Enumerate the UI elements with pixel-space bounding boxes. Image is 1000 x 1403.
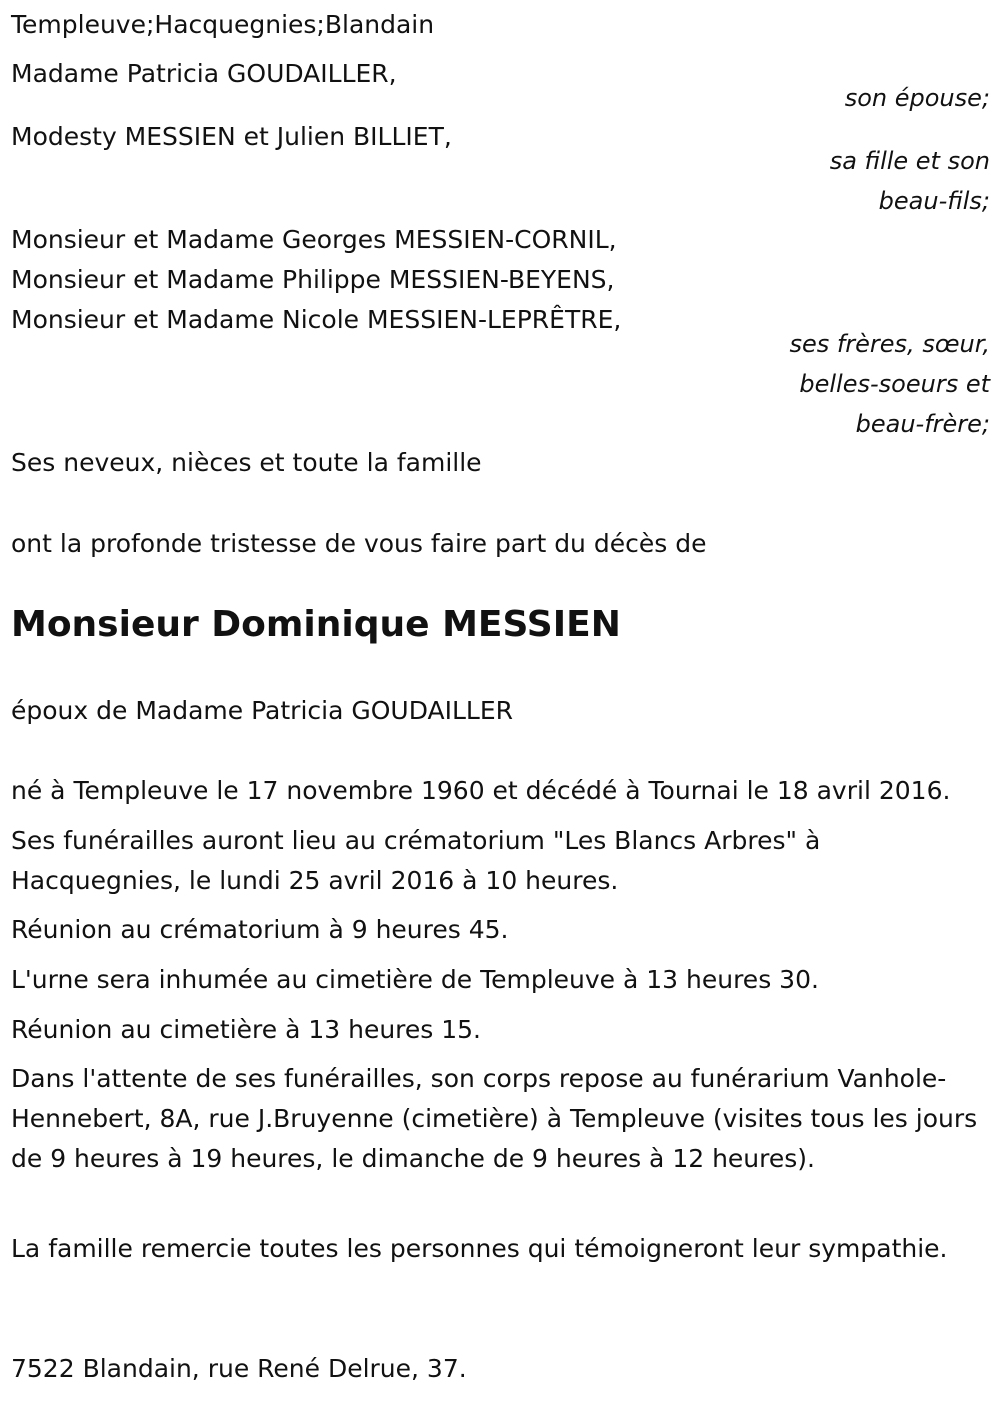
sibling-name-1: Monsieur et Madame Georges MESSIEN-CORNIL, [11,225,617,254]
header-locations: Templeuve;Hacquegnies;Blandain [11,10,435,39]
funeral-info: Ses funérailles auront lieu au crématorium "Les Blancs Arbres" à Hacquegnies, le lundi 25 avril 2016 à 10 heures. [11,826,821,895]
urn-burial-info: L'urne sera inhumée au cimetière de Templeuve à 13 heures 30. [11,965,819,994]
sibling-name-3: Monsieur et Madame Nicole MESSIEN-LEPRÊTRE, [11,305,622,334]
spouse-role: son épouse; [844,84,990,112]
sibling-name-2: Monsieur et Madame Philippe MESSIEN-BEYENS, [11,265,615,294]
deceased-relation: époux de Madame Patricia GOUDAILLER [11,696,514,725]
cemetery-meeting: Réunion au cimetière à 13 heures 15. [11,1015,482,1044]
announcement-text: ont la profonde tristesse de vous faire part du décès de [11,529,707,558]
daughter-role-line-1: sa fille et son [829,147,990,175]
siblings-role-line-2: belles-soeurs et [799,370,990,398]
birth-death-info: né à Templeuve le 17 novembre 1960 et décédé à Tournai le 18 avril 2016. [11,776,951,805]
other-family: Ses neveux, nièces et toute la famille [11,448,482,477]
siblings-role-line-1: ses frères, sœur, [789,330,990,358]
siblings-role-line-3: beau-frère; [855,410,990,438]
daughter-name: Modesty MESSIEN et Julien BILLIET, [11,122,452,151]
crematorium-meeting: Réunion au crématorium à 9 heures 45. [11,915,509,944]
daughter-role-line-2: beau-fils; [878,187,990,215]
family-address: 7522 Blandain, rue René Delrue, 37. [11,1354,467,1383]
spouse-name: Madame Patricia GOUDAILLER, [11,59,397,88]
deceased-name: Monsieur Dominique MESSIEN [11,604,621,645]
funerarium-info: Dans l'attente de ses funérailles, son corps repose au funérarium Vanhole-Hennebert, 8A, rue J.Bruyenne (cimetière) à Templeuve (visites tous les jours de 9 heures à 19 heures, le dimanche de 9 heures à 12 heures). [11,1064,978,1173]
thanks-text: La famille remercie toutes les personnes qui témoigneront leur sympathie. [11,1234,948,1263]
